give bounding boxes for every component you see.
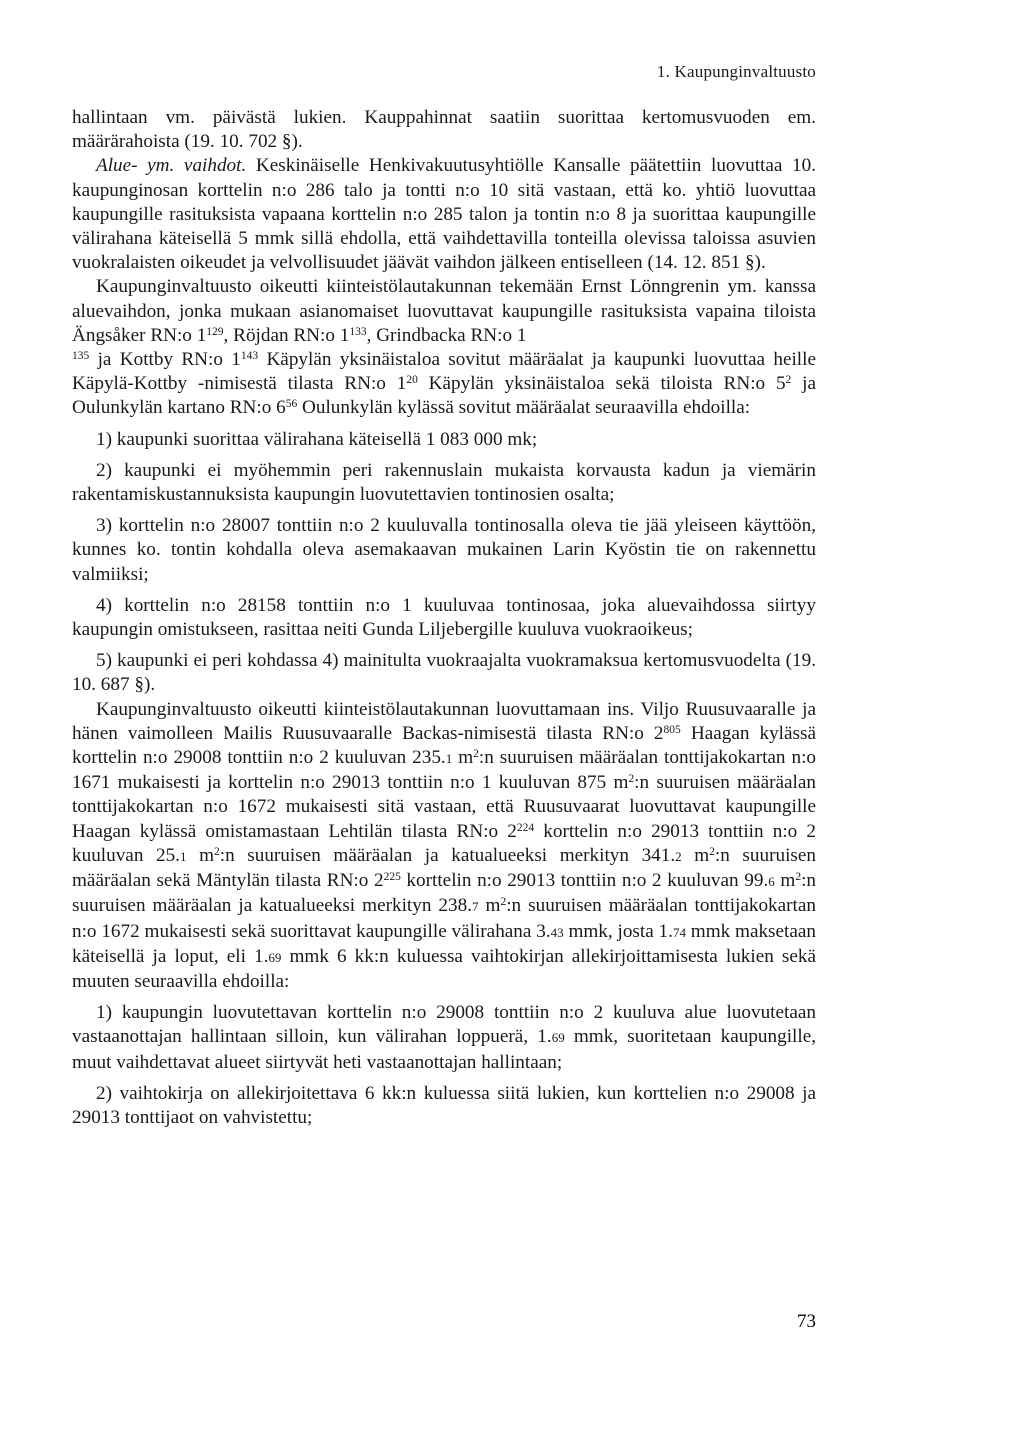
- text: mmk, suoritetaan kaupungille, muut vaihdettavat alueet siirtyvät heti vastaanottajan hallintaan;: [72, 1026, 817, 1073]
- text: :n suuruisen määräalan ja katualueeksi merkityn 341.: [219, 844, 676, 866]
- superscript: 135: [72, 350, 90, 363]
- small-decimal: 43: [550, 924, 564, 940]
- small-decimal: 7: [472, 899, 479, 915]
- text: ja Oulunkylän kartano RN:o 6: [72, 373, 816, 419]
- document-page: [72, 60, 816, 1130]
- list-item: 5) kaupunki ei peri kohdassa 4) mainitulta vuokraajalta vuokramaksua kertomusvuodelta (19. 10. 687 §).: [72, 650, 816, 696]
- superscript: 2: [795, 871, 802, 884]
- text: Oulunkylän kylässä sovitut määräalat seuraavilla ehdoilla:: [297, 397, 751, 419]
- small-decimal: 1: [179, 848, 187, 864]
- text: m: [478, 895, 501, 917]
- text: ja Kottby RN:o 1: [89, 349, 241, 371]
- list-item: 4) korttelin n:o 28158 tonttiin n:o 1 kuuluvaa tontinosaa, joka aluevaihdossa siirtyy kaupungin omistukseen, rasittaa neiti Gunda Liljebergille kuuluva vuokraoikeus;: [72, 594, 816, 641]
- paragraph: [72, 275, 816, 420]
- text: mmk, josta 1.: [563, 920, 673, 942]
- text: mmk maksetaan käteisellä ja loput, eli 1.: [72, 920, 816, 967]
- small-decimal: 2: [675, 848, 682, 864]
- superscript: 2: [785, 374, 792, 387]
- text: Kaupunginvaltuusto oikeutti kiinteistölautakunnan luovuttamaan ins. Viljo Ruusuvaaralle ja hänen vaimolleen Mailis Ruusuvaaralle Backas-nimisestä tilasta RN:o 2: [72, 698, 816, 744]
- text: , Röjdan RN:o 1: [223, 324, 350, 346]
- superscript: 225: [383, 871, 401, 884]
- page-number: 73: [797, 1311, 816, 1332]
- paragraph: [72, 698, 816, 994]
- superscript: 224: [516, 821, 535, 834]
- text: korttelin n:o 29013 tonttiin n:o 2 kuuluvan 99.: [400, 870, 769, 892]
- superscript: 2: [628, 773, 635, 786]
- small-decimal: 1: [445, 751, 453, 767]
- small-decimal: 69: [551, 1030, 565, 1046]
- superscript: 56: [285, 398, 298, 411]
- text: 1) kaupungin luovutettavan korttelin n:o 29008 tonttiin n:o 2 kuuluva alue luovutetaan vastaanottajan hallintaan silloin, kun välirahan loppuerä, 1.: [72, 1002, 816, 1048]
- superscript: 2: [214, 845, 220, 858]
- text: :n suuruisen määräalan tonttijakokartan n:o 1671 mukaisesti ja korttelin n:o 29013 tonttiin n:o 1 kuuluvan 875 m: [72, 747, 816, 794]
- list-item: 2) vaihtokirja on allekirjoitettava 6 kk:n kuluessa siitä lukien, kun korttelien n:o 29008 ja 29013 tonttijaot on vahvistettu;: [72, 1082, 816, 1128]
- superscript: 20: [406, 374, 418, 387]
- paragraph: [72, 106, 816, 154]
- superscript: 805: [663, 723, 681, 736]
- text: mmk 6 kk:n kuluessa vaihtokirjan allekirjoittamisesta lukien sekä muuten seuraavilla ehdoilla:: [72, 945, 816, 992]
- text: m: [681, 844, 710, 866]
- text: korttelin n:o 29013 tonttiin n:o 2 kuuluvan 25.: [72, 820, 816, 866]
- text: m: [452, 747, 474, 769]
- superscript: 133: [349, 325, 367, 338]
- paragraph: [72, 154, 816, 275]
- text: Käpylän yksinäistaloa sovitut määräalat ja kaupunki luovuttaa heille Käpylä-Kottby -nimisestä tilasta RN:o 1: [72, 349, 816, 395]
- small-decimal: 69: [268, 949, 282, 965]
- text: m: [774, 870, 796, 892]
- list-item: 2) kaupunki ei myöhemmin peri rakennuslain mukaista korvausta kadun ja viemärin rakentamiskustannuksista kaupungin luovutettavien tontinosien osalta;: [72, 459, 816, 506]
- list-item: 3) korttelin n:o 28007 tonttiin n:o 2 kuuluvalla tontinosalla oleva tie jää yleiseen käyttöön, kunnes ko. tontin kohdalla oleva asemakaavan mukainen Larin Kyöstin tie on rakennettu valmiiksi;: [72, 515, 816, 585]
- text: Kaupunginvaltuusto oikeutti kiinteistölautakunnan tekemään Ernst Lönngrenin ym. kanssa aluevaihdon, jonka mukaan asianomaiset luovuttavat kaupungille rasituksista vapaina tiloista Ängsåker RN:o 1: [72, 276, 816, 346]
- section-heading: Alue- ym. vaihdot.: [96, 155, 247, 177]
- text: , Grindbacka RN:o 1: [366, 324, 527, 346]
- running-header: 1. Kaupunginvaltuusto: [656, 62, 816, 81]
- superscript: 129: [206, 325, 224, 338]
- superscript: 143: [240, 350, 259, 363]
- text: :n suuruisen määräalan ja katualueeksi merkityn 238.: [72, 870, 816, 917]
- text: Käpylän yksinäistaloa sekä tiloista RN:o 5: [417, 373, 786, 395]
- text: m: [186, 844, 214, 866]
- small-decimal: 74: [672, 924, 686, 940]
- text: :n suuruisen määräalan tonttijakokartan n:o 1672 mukaisesti sitä vastaan, että Ruusuvaarat luovuttavat kaupungille Haagan kylässä omistamastaan Lehtilän tilasta RN:o 2: [72, 772, 816, 842]
- list-item: [72, 1001, 816, 1075]
- superscript: 2: [473, 748, 479, 761]
- text: :n suuruisen määräalan tonttijakokartan n:o 1672 mukaisesti sekä suorittavat kaupungille välirahana 3.: [72, 895, 817, 942]
- text: :n suuruisen määräalan sekä Mäntylän tilasta RN:o 2: [72, 844, 816, 892]
- small-decimal: 6: [768, 874, 775, 890]
- text: Haagan kylässä korttelin n:o 29008 tonttiin n:o 2 kuuluvan 235.: [72, 722, 816, 769]
- text: hallintaan vm. päivästä lukien. Kauppahinnat saatiin suorittaa kertomusvuoden em. määrärahoista (19. 10. 702 §).: [72, 107, 816, 153]
- text: Keskinäiselle Henkivakuutusyhtiölle Kansalle päätettiin luovuttaa 10. kaupunginosan korttelin n:o 286 talo ja tontti n:o 10 sitä vastaan, että ko. yhtiö luovuttaa kaupungille rasituksista vapaana korttelin n:o 285 talon ja tontin n:o 8 ja suorittaa kaupungille välirahana käteisellä 5 mmk sillä ehdolla, että vaihdettavilla tonteilla olevissa taloissa asuvien vuokralaisten oikeudet ja velvollisuudet jäävät vaihdon jälkeen entiselleen (14. 12. 851 §).: [72, 155, 816, 274]
- list-item: 1) kaupunki suorittaa välirahana käteisellä 1 083 000 mk;: [96, 428, 538, 450]
- superscript: 2: [709, 845, 715, 858]
- superscript: 2: [500, 896, 507, 909]
